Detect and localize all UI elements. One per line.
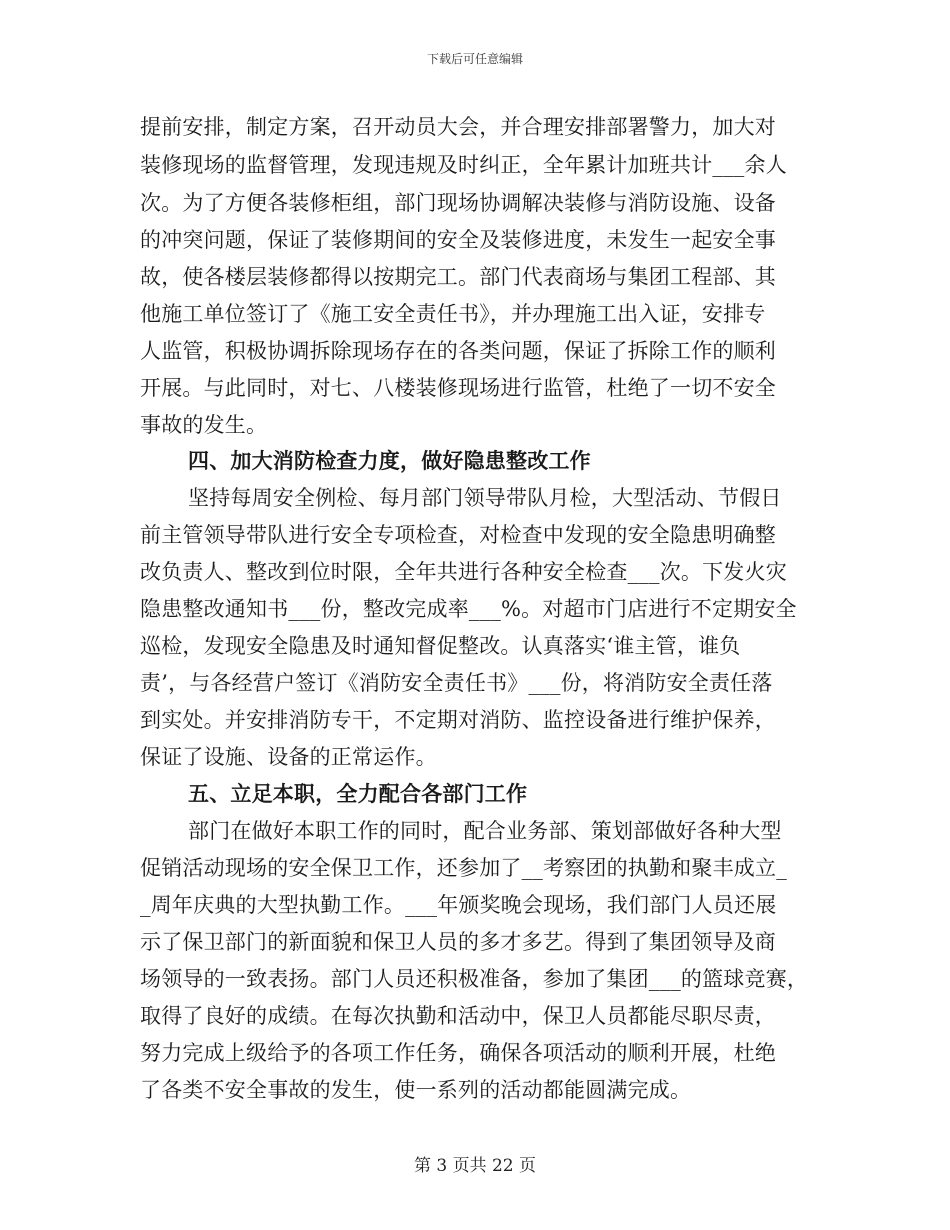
- body-line: 开展。与此同时，对七、八楼装修现场进行监管，杜绝了一切不安全: [140, 376, 776, 400]
- body-line: 改负责人、整改到位时限，全年共进行各种安全检查___次。下发火灾: [140, 560, 787, 584]
- body-line: 的冲突问题，保证了装修期间的安全及装修进度，未发生一起安全事: [140, 228, 776, 252]
- body-line: 示了保卫部门的新面貌和保卫人员的多才多艺。得到了集团领导及商: [140, 930, 776, 954]
- body-line: 隐患整改通知书___份，整改完成率___%。对超市门店进行不定期安全: [140, 597, 797, 621]
- body-line: _周年庆典的大型执勤工作。___年颁奖晚会现场，我们部门人员还展: [140, 893, 777, 917]
- body-line: 到实处。并安排消防专干，不定期对消防、监控设备进行维护保养，: [140, 708, 776, 732]
- body-line: 保证了设施、设备的正常运作。: [140, 745, 437, 769]
- body-line: 巡检，发现安全隐患及时通知督促整改。认真落实‘谁主管，谁负: [140, 634, 741, 658]
- body-line: 次。为了方便各装修柜组，部门现场协调解决装修与消防设施、设备: [140, 191, 776, 215]
- body-line: 故，使各楼层装修都得以按期完工。部门代表商场与集团工程部、其: [140, 265, 776, 289]
- body-line: 人监管，积极协调拆除现场存在的各类问题，保证了拆除工作的顺利: [140, 339, 776, 363]
- body-line: 促销活动现场的安全保卫工作，还参加了__考察团的执勤和聚丰成立_: [140, 856, 787, 880]
- body-line: 取得了良好的成绩。在每次执勤和活动中，保卫人员都能尽职尽责，: [140, 1004, 776, 1028]
- page-header: 下载后可任意编辑: [426, 52, 523, 66]
- body-line: 前主管领导带队进行安全专项检查，对检查中发现的安全隐患明确整: [140, 523, 776, 547]
- body-line: 提前安排，制定方案，召开动员大会，并合理安排部署警力，加大对: [140, 115, 776, 139]
- body-line: 他施工单位签订了《施工安全责任书》，并办理施工出入证，安排专: [140, 302, 766, 326]
- body-line: 责’，与各经营户签订《消防安全责任书》___份，将消防安全责任落: [140, 671, 773, 695]
- body-line: 坚持每周安全例检、每月部门领导带队月检，大型活动、节假日: [188, 486, 782, 510]
- section-heading-4: 四、加大消防检查力度，做好隐患整改工作: [188, 448, 591, 473]
- body-line: 部门在做好本职工作的同时，配合业务部、策划部做好各种大型: [188, 819, 782, 843]
- body-line: 装修现场的监督管理，发现违规及时纠正，全年累计加班共计___余人: [140, 153, 787, 177]
- body-line: 努力完成上级给予的各项工作任务，确保各项活动的顺利开展，杜绝: [140, 1041, 776, 1065]
- body-line: 事故的发生。: [140, 413, 268, 437]
- body-line: 了各类不安全事故的发生，使一系列的活动都能圆满完成。: [140, 1078, 692, 1102]
- page-footer: 第 3 页共 22 页: [413, 1156, 537, 1176]
- body-line: 场领导的一致表扬。部门人员还积极准备，参加了集团___的篮球竞赛，: [140, 967, 809, 991]
- section-heading-5: 五、立足本职，全力配合各部门工作: [188, 781, 528, 806]
